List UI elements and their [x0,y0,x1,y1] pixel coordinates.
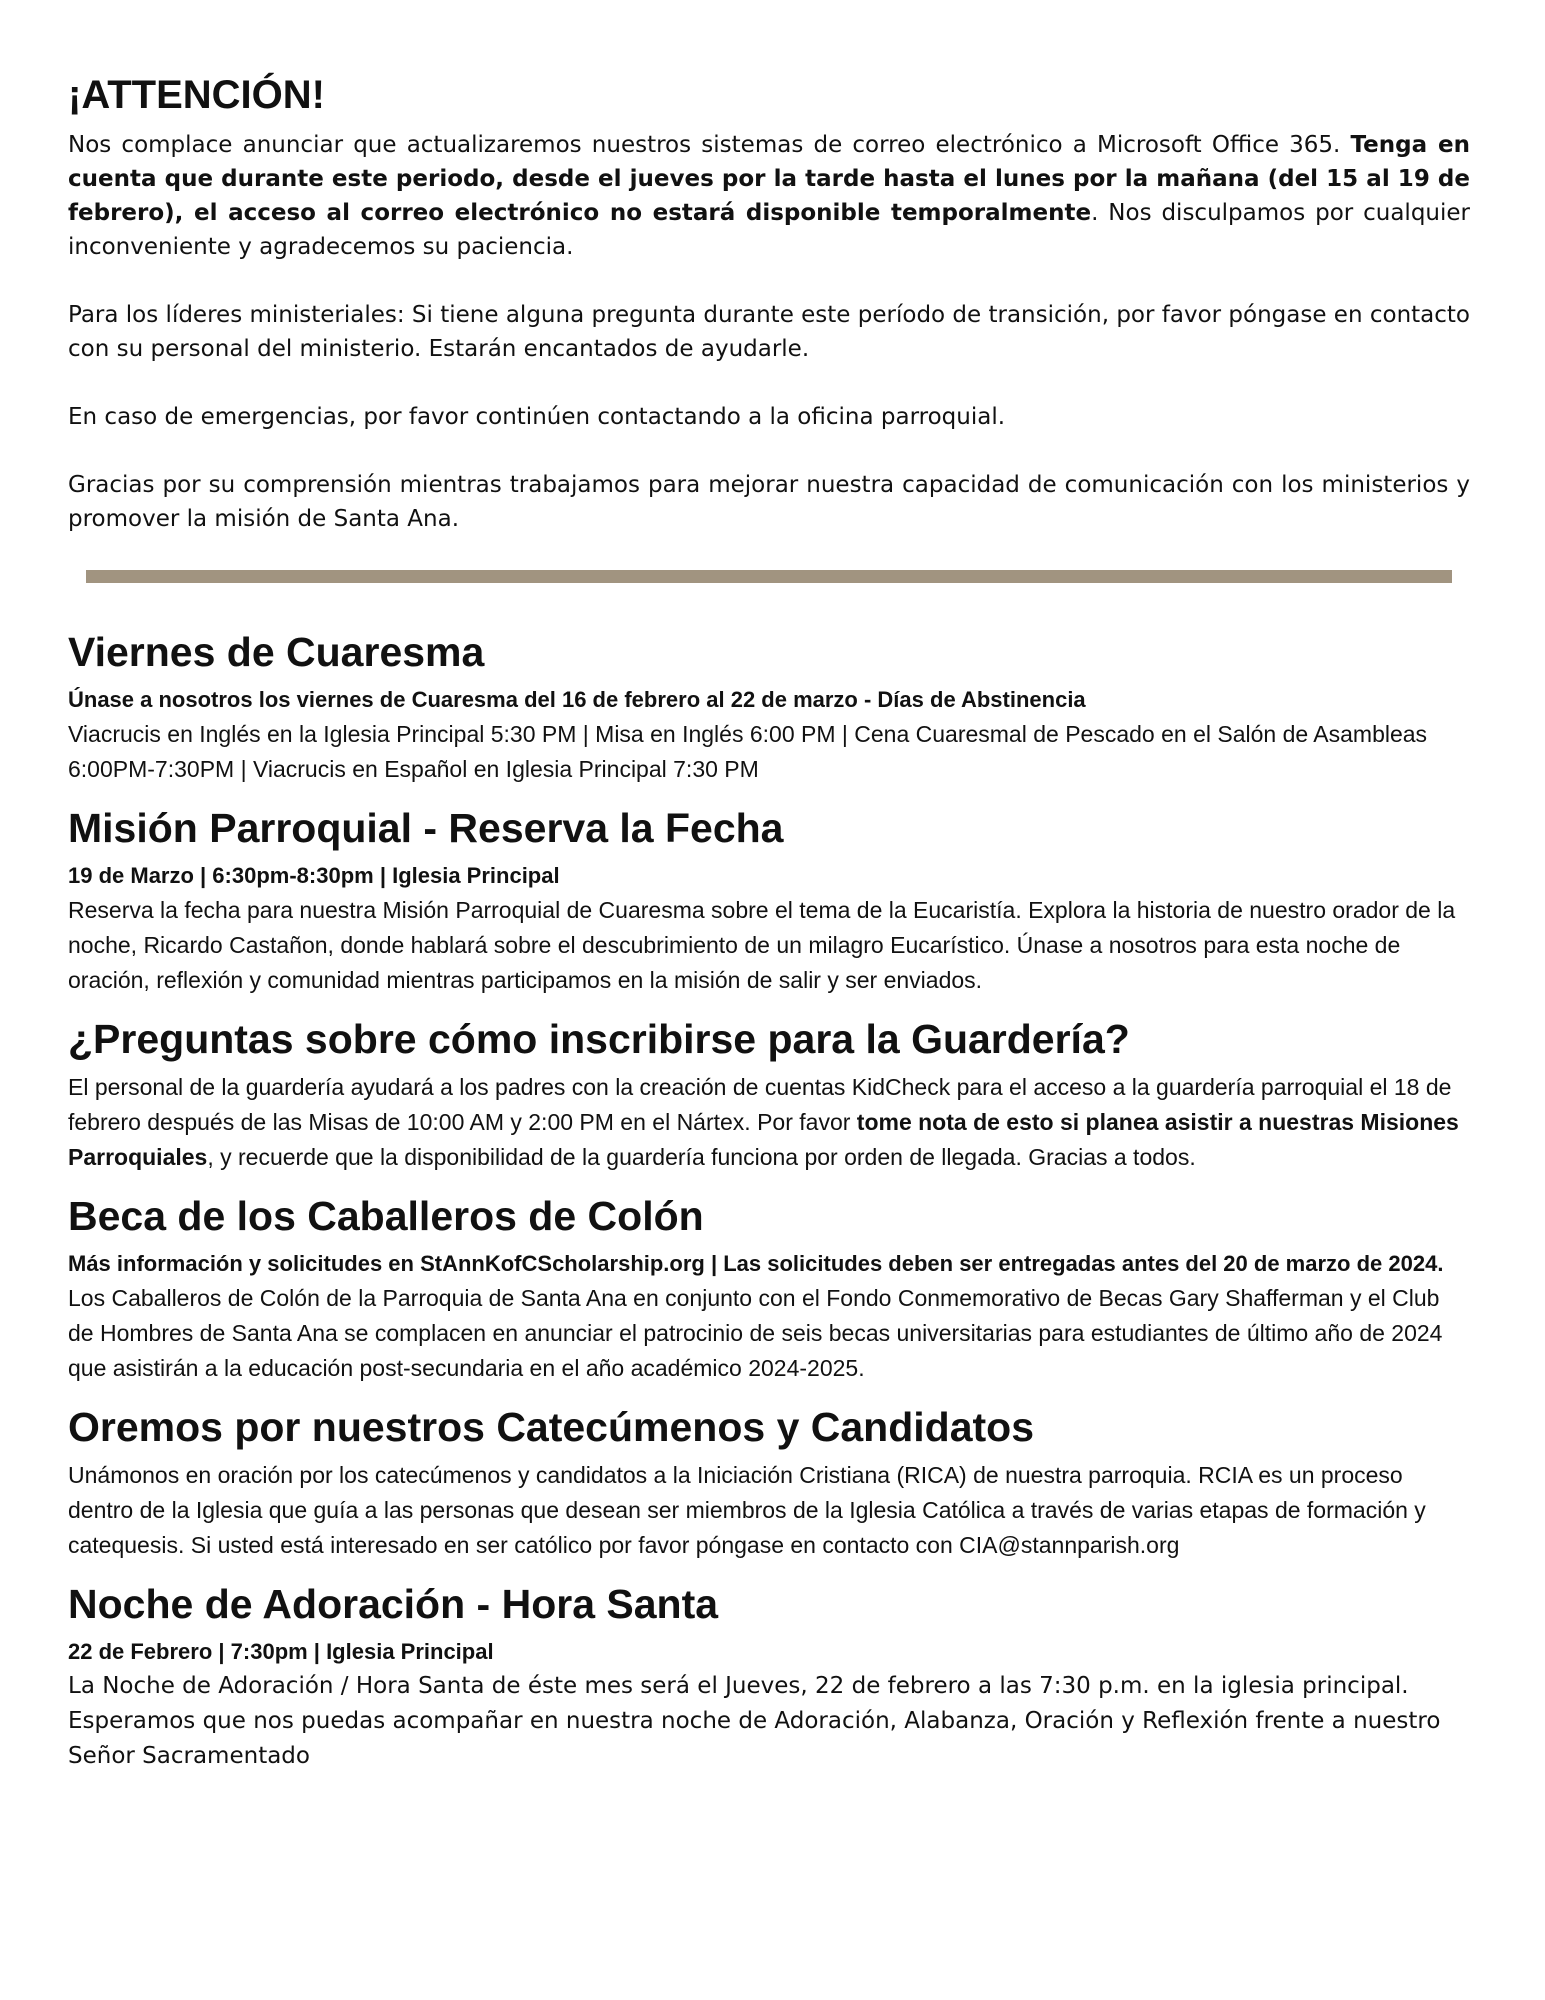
attention-paragraph-3: En caso de emergencias, por favor continúen contactando a la oficina parroquial. [68,404,1006,430]
attention-paragraph-4: Gracias por su comprensión mientras trabajamos para mejorar nuestra capacidad de comunicación con los ministerios y promover la misión de Santa Ana. [68,472,1470,532]
section-title: Misión Parroquial - Reserva la Fecha [68,805,784,851]
bulletin-page [68,72,1470,1790]
attention-paragraph-2: Para los líderes ministeriales: Si tiene alguna pregunta durante este período de transición, por favor póngase en contacto con su personal del ministerio. Estarán encantados de ayudarle. [68,302,1470,362]
guarderia-text-a: El personal de la guardería ayudará a los padres con la creación de cuentas KidCheck para el acceso a la guardería parroquial el 18 de febrero después de las Misas de 10:00 AM y 2:00 PM en el Nártex. Por favor [68,1074,1452,1135]
section-body: Unámonos en oración por los catecúmenos y candidatos a la Iniciación Cristiana (RICA) de nuestra parroquia. RCIA es un proceso dentro de la Iglesia que guía a las personas que desean ser miembros de la Iglesia Católica a través de varias etapas de formación y catequesis. Si usted está interesado en ser católico por favor póngase en contacto con CIA@stannparish.org [68,1462,1426,1558]
section-subtitle: Más información y solicitudes en StAnnKofCScholarship.org | Las solicitudes deben ser entregadas antes del 20 de marzo de 2024. [68,1251,1444,1276]
attention-p1-bold: Tenga en cuenta que durante este periodo, desde el jueves por la tarde hasta el lunes por la mañana (del 15 al 19 de febrero), el acceso al correo electrónico no estará disponible temporalmente [68,132,1470,226]
section-subtitle: 22 de Febrero | 7:30pm | Iglesia Principal [68,1639,494,1664]
section-adoracion [68,1579,1470,1774]
guarderia-text-b: , y recuerde que la disponibilidad de la guardería funciona por orden de llegada. Gracias a todos. [207,1144,1196,1170]
section-body: Reserva la fecha para nuestra Misión Parroquial de Cuaresma sobre el tema de la Eucaristía. Explora la historia de nuestro orador de la noche, Ricardo Castañon, donde hablará sobre el descubrimiento de un milagro Eucarístico. Únase a nosotros para esta noche de oración, reflexión y comunidad mientras participamos en la misión de salir y ser enviados. [68,897,1456,993]
section-subtitle: 19 de Marzo | 6:30pm-8:30pm | Iglesia Principal [68,863,560,888]
section-body: La Noche de Adoración / Hora Santa de éste mes será el Jueves, 22 de febrero a las 7:30 p.m. en la iglesia principal. Esperamos que nos puedas acompañar en nuestra noche de Adoración, Alabanza, Oración y Reflexión frente a nuestro Señor Sacramentado [68,1673,1441,1769]
section-subtitle: Únase a nosotros los viernes de Cuaresma del 16 de febrero al 22 de marzo - Días de Abstinencia [68,687,1086,712]
attention-title: ¡ATTENCIÓN! [68,73,325,117]
section-viernes-cuaresma [68,627,1470,787]
attention-p1-text-b: . Nos disculpamos por cualquier inconveniente y agradecemos su paciencia. [68,200,1471,260]
announcements [68,627,1470,1774]
section-body: Viacrucis en Inglés en la Iglesia Principal 5:30 PM | Misa en Inglés 6:00 PM | Cena Cuaresmal de Pescado en el Salón de Asambleas 6:00PM-7:30PM | Viacrucis en Español en Iglesia Principal 7:30 PM [68,721,1428,782]
section-divider [86,570,1452,583]
section-title: Beca de los Caballeros de Colón [68,1193,704,1239]
attention-paragraph-1 [68,128,1470,264]
section-title: Oremos por nuestros Catecúmenos y Candidatos [68,1404,1035,1450]
section-oremos [68,1402,1470,1563]
attention-p1-text-a: Nos complace anunciar que actualizaremos nuestros sistemas de correo electrónico a Microsoft Office 365. [68,132,1351,158]
section-title: ¿Preguntas sobre cómo inscribirse para la Guardería? [68,1016,1130,1062]
section-mision-parroquial [68,803,1470,998]
guarderia-bold: tome nota de esto si planea asistir a nuestras Misiones Parroquiales [68,1109,1459,1170]
section-beca [68,1191,1470,1386]
section-title: Viernes de Cuaresma [68,629,485,675]
section-body: Los Caballeros de Colón de la Parroquia de Santa Ana en conjunto con el Fondo Conmemorativo de Becas Gary Shafferman y el Club de Hombres de Santa Ana se complacen en anunciar el patrocinio de seis becas universitarias para estudiantes de último año de 2024 que asistirán a la educación post-secundaria en el año académico 2024-2025. [68,1285,1443,1381]
section-title: Noche de Adoración - Hora Santa [68,1581,719,1627]
section-guarderia [68,1014,1470,1175]
attention-notice [68,72,1470,536]
section-body [68,1070,1470,1175]
